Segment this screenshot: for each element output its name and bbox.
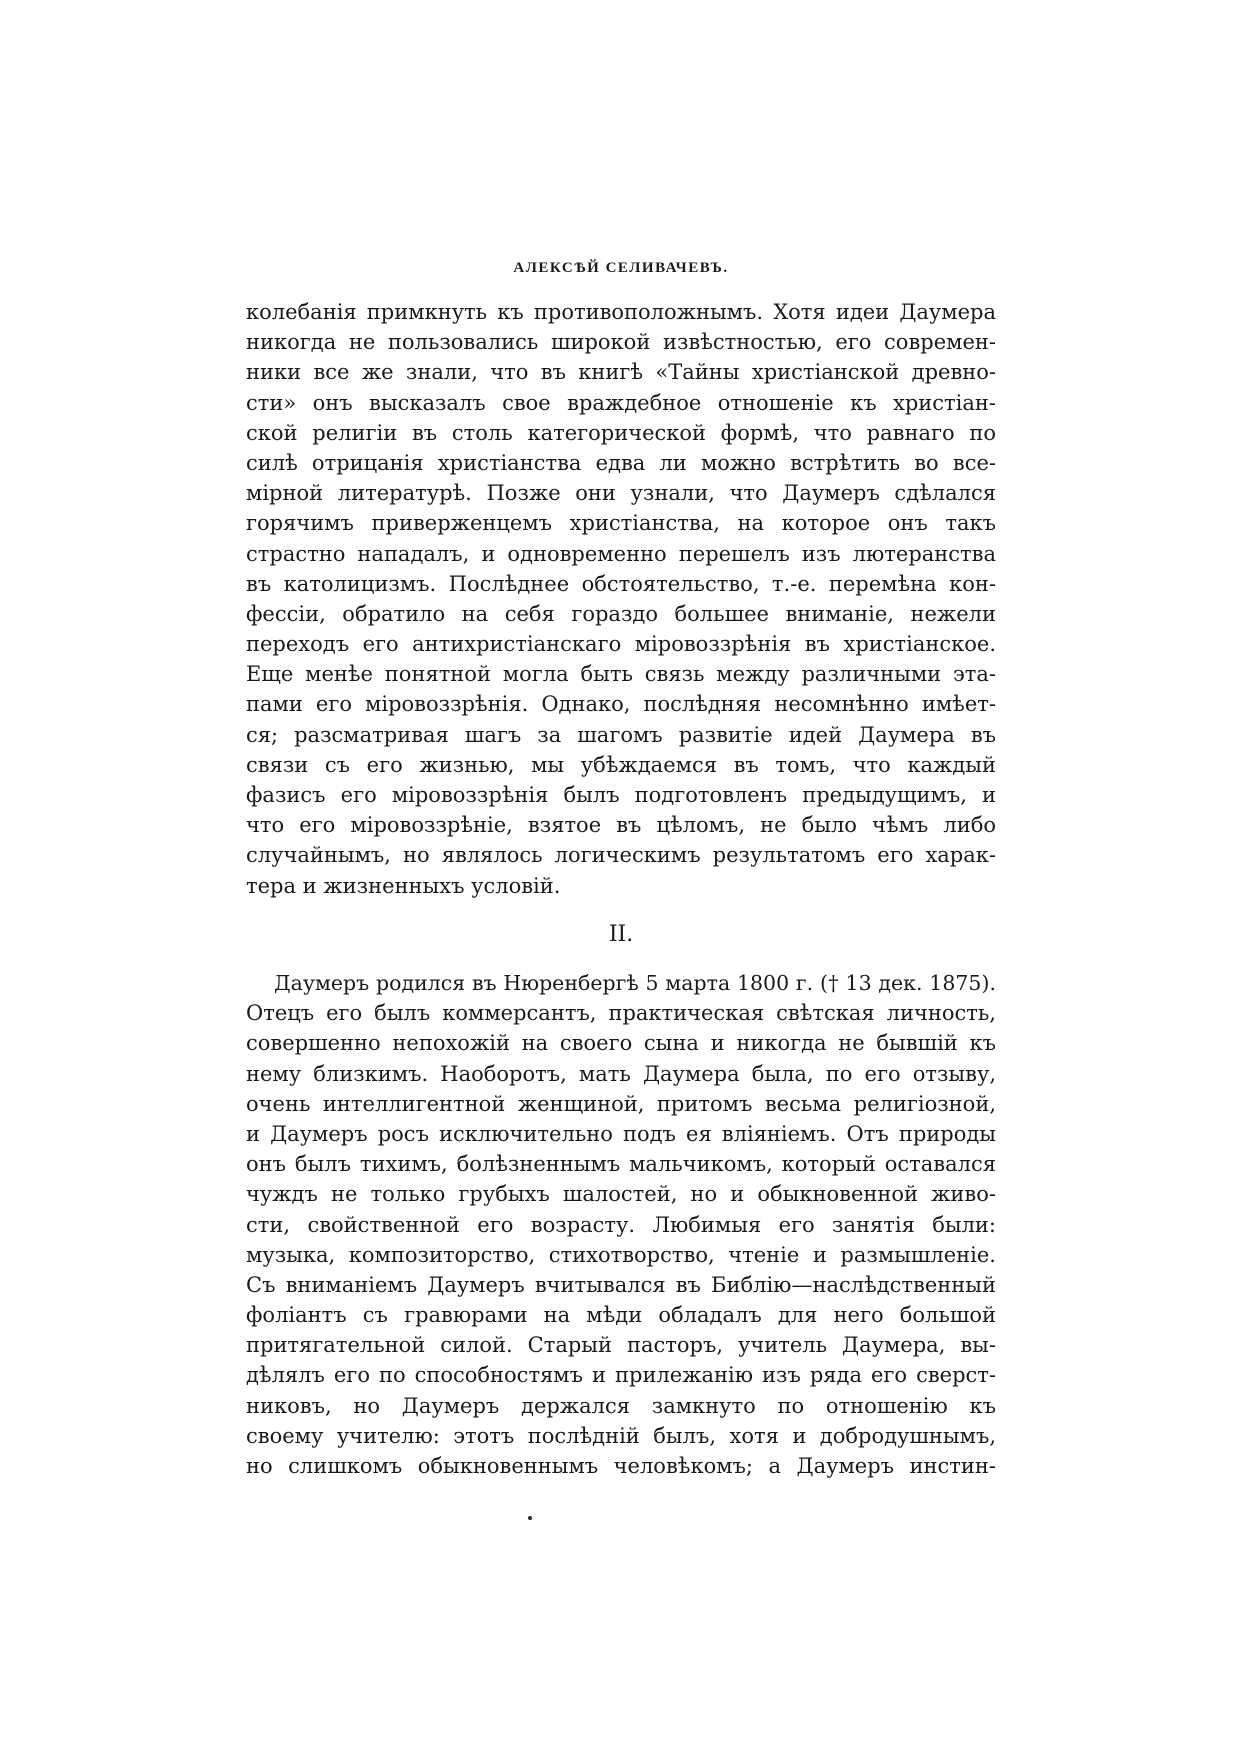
text-line: фоліантъ съ гравюрами на мѣди обладалъ для него большой xyxy=(246,1303,996,1328)
text-line: Отецъ его былъ коммерсантъ, практическая свѣтская личность, xyxy=(246,1001,996,1026)
paragraph-section-2 xyxy=(246,968,996,1481)
text-line: дѣлялъ его по способностямъ и прилежанію изъ ряда его сверст- xyxy=(246,1363,996,1388)
section-heading: II. xyxy=(608,922,634,947)
text-line: нему близкимъ. Наоборотъ, мать Даумера была, по его отзыву, xyxy=(246,1061,996,1086)
text-line: тера и жизненныхъ условій. xyxy=(246,873,561,898)
text-line: совершенно непохожій на своего сына и никогда не бывшій къ xyxy=(246,1031,996,1056)
text-line: фазисъ его міровоззрѣнія былъ подготовленъ предыдущимъ, и xyxy=(246,783,996,807)
text-line: и Даумеръ росъ исключительно подъ ея вліяніемъ. Отъ природы xyxy=(246,1121,996,1146)
text-line: въ католицизмъ. Послѣднее обстоятельство, т.-е. перемѣна кон- xyxy=(246,571,996,596)
text-line: Съ вниманіемъ Даумеръ вчитывался въ Библію—наслѣдственный xyxy=(246,1272,996,1297)
ink-speck xyxy=(528,1516,532,1520)
text-line: связи съ его жизнью, мы убѣждаемся въ томъ, что каждый xyxy=(246,752,996,777)
text-line: чуждъ не только грубыхъ шалостей, но и обыкновенной живо- xyxy=(246,1182,996,1207)
text-line: переходъ его антихристіанскаго міровоззрѣнія въ христіанское. xyxy=(246,632,996,657)
text-line: случайнымъ, но являлось логическимъ результатомъ его харак- xyxy=(246,843,996,868)
paragraph-continuation xyxy=(246,297,996,901)
text-line: страстно нападалъ, и одновременно перешелъ изъ лютеранства xyxy=(246,541,996,566)
running-head: АЛЕКСѢЙ СЕЛИВАЧЕВЪ. xyxy=(513,260,729,276)
text-line: Даумеръ родился въ Нюренбергѣ 5 марта 1800 г. († 13 дек. 1875). xyxy=(274,971,996,995)
text-line: своему учителю: этотъ послѣдній былъ, хотя и добродушнымъ, xyxy=(246,1423,996,1448)
text-line: сти, свойственной его возрасту. Любимыя его занятія были: xyxy=(246,1212,996,1237)
text-line: ской религіи въ столь категорической формѣ, что равнаго по xyxy=(246,420,996,445)
text-line: онъ былъ тихимъ, болѣзненнымъ мальчикомъ, который оставался xyxy=(246,1152,996,1177)
text-line: силѣ отрицанія христіанства едва ли можно встрѣтить во все- xyxy=(246,450,996,475)
text-line: но слишкомъ обыкновеннымъ человѣкомъ; а Даумеръ инстин- xyxy=(246,1454,996,1478)
text-line: что его міровоззрѣніе, взятое въ цѣломъ, не было чѣмъ либо xyxy=(246,813,996,838)
text-line: никогда не пользовались широкой извѣстностью, его современ- xyxy=(246,330,996,355)
text-line: ники все же знали, что въ книгѣ «Тайны христіанской древно- xyxy=(246,360,996,385)
text-line: пами его міровоззрѣнія. Однако, послѣдняя несомнѣнно имѣет- xyxy=(246,692,996,717)
text-line: сти» онъ высказалъ свое враждебное отношеніе къ христіан- xyxy=(246,390,996,415)
text-line: колебанія примкнуть къ противоположнымъ. Хотя идеи Даумера xyxy=(246,300,996,324)
text-line: ся; разсматривая шагъ за шагомъ развитіе идей Даумера въ xyxy=(246,722,996,747)
text-line: никовъ, но Даумеръ держался замкнуто по отношенію къ xyxy=(246,1393,996,1418)
text-line: Еще менѣе понятной могла быть связь между различными эта- xyxy=(246,662,996,687)
text-line: притягательной силой. Старый пасторъ, учитель Даумера, вы- xyxy=(246,1333,996,1358)
text-line: очень интеллигентной женщиной, притомъ весьма религіозной, xyxy=(246,1091,996,1116)
text-line: музыка, композиторство, стихотворство, чтеніе и размышленіе. xyxy=(246,1242,996,1267)
text-line: фессіи, обратило на себя гораздо большее вниманіе, нежели xyxy=(246,601,996,626)
text-line: мірной литературѣ. Позже они узнали, что Даумеръ сдѣлался xyxy=(246,481,996,506)
text-line: горячимъ приверженцемъ христіанства, на которое онъ такъ xyxy=(246,511,996,536)
